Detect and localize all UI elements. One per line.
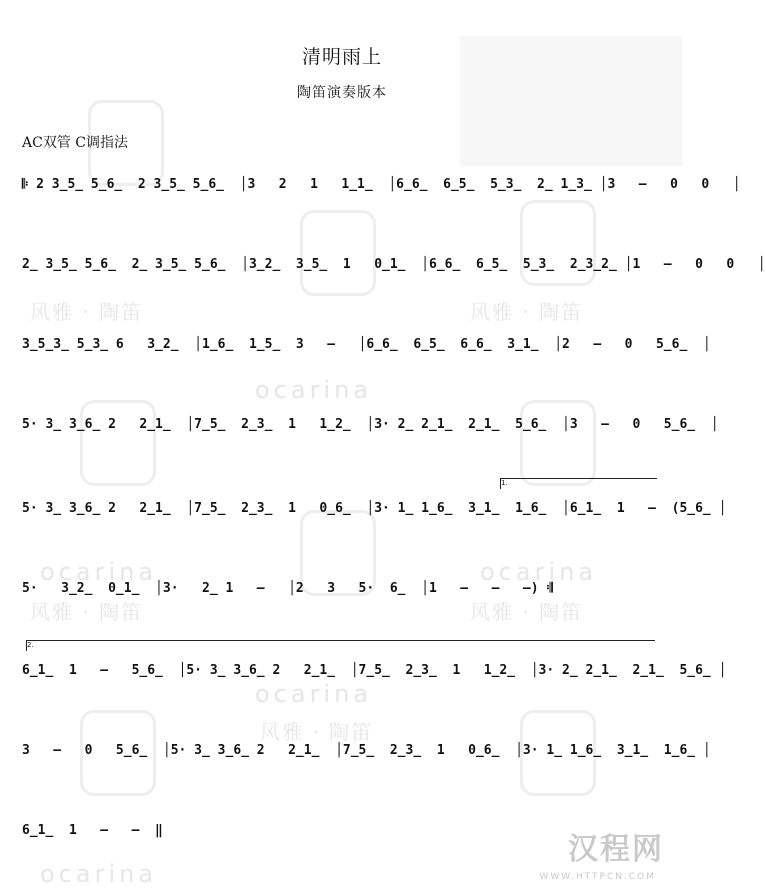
score-line-6: 5· 3̲2̲ 0̲1̲ │3· 2̲ 1 – │2 3 5· 6̲ │1 – – –) 𝄇 [22, 581, 553, 596]
fingering-label: AC双管 C调指法 [22, 135, 128, 151]
volta-2-label: 2. [27, 641, 34, 649]
site-url: WWW.HTTPCN.COM [539, 872, 656, 882]
score-line-3: 3̲5̲3̲ 5̲3̲ 6 3̲2̲ │1̲6̲ 1̲5̲ 3 – │6̲6̲ 6̲5̲ 6̲6̲ 3̲1̲ │2 – 0 5̲6̲ │ [22, 337, 711, 352]
volta-1-label: 1. [501, 479, 508, 487]
volta-bracket-2 [26, 640, 655, 651]
song-subtitle: 陶笛演奏版本 [297, 85, 387, 101]
score-line-9: 6̲1̲ 1 – – ‖ [22, 823, 163, 838]
score-line-7: 6̲1̲ 1 – 5̲6̲ │5· 3̲ 3̲6̲ 2 2̲1̲ │7̲5̲ 2̲3̲ 1 1̲2̲ │3· 2̲ 2̲1̲ 2̲1̲ 5̲6̲ │ [22, 663, 727, 678]
site-logo: 汉程网 [568, 832, 664, 867]
score-line-5: 5· 3̲ 3̲6̲ 2 2̲1̲ │7̲5̲ 2̲3̲ 1 0̲6̲ │3· 1̲ 1̲6̲ 3̲1̲ 1̲6̲ │6̲1̲ 1 – (5̲6̲ │ [22, 501, 727, 516]
watermark-text: ocarina [255, 680, 373, 708]
watermark-text: ocarina [40, 860, 158, 888]
score-line-2: 2̲ 3̲5̲ 5̲6̲ 2̲ 3̲5̲ 5̲6̲ │3̲2̲ 3̲5̲ 1 0̲1̲ │6̲6̲ 6̲5̲ 5̲3̲ 2̲3̲2̲ │1 – 0 0 │ [22, 257, 766, 272]
watermark-text: 风雅 · 陶笛 [470, 300, 584, 324]
volta-bracket-1 [500, 478, 657, 489]
score-line-4: 5· 3̲ 3̲6̲ 2 2̲1̲ │7̲5̲ 2̲3̲ 1 1̲2̲ │3· 2̲ 2̲1̲ 2̲1̲ 5̲6̲ │3 – 0 5̲6̲ │ [22, 417, 719, 432]
score-line-1: 𝄆 2 3̲5̲ 5̲6̲ 2 3̲5̲ 5̲6̲ │3 2 1 1̲1̲ │6̲6̲ 6̲5̲ 5̲3̲ 2̲ 1̲3̲ │3 – 0 0 │ [22, 177, 741, 192]
watermark-text: ocarina [40, 558, 158, 586]
watermark-text: ocarina [255, 376, 373, 404]
watermark-text: 风雅 · 陶笛 [260, 720, 374, 744]
watermark-text: 风雅 · 陶笛 [30, 300, 144, 324]
score-line-8: 3 – 0 5̲6̲ │5· 3̲ 3̲6̲ 2 2̲1̲ │7̲5̲ 2̲3̲ 1 0̲6̲ │3· 1̲ 1̲6̲ 3̲1̲ 1̲6̲ │ [22, 743, 711, 758]
watermark-text: 风雅 · 陶笛 [470, 600, 584, 624]
watermark-text: 风雅 · 陶笛 [30, 600, 144, 624]
song-title: 清明雨上 [301, 46, 382, 68]
watermark-text: ocarina [480, 558, 598, 586]
